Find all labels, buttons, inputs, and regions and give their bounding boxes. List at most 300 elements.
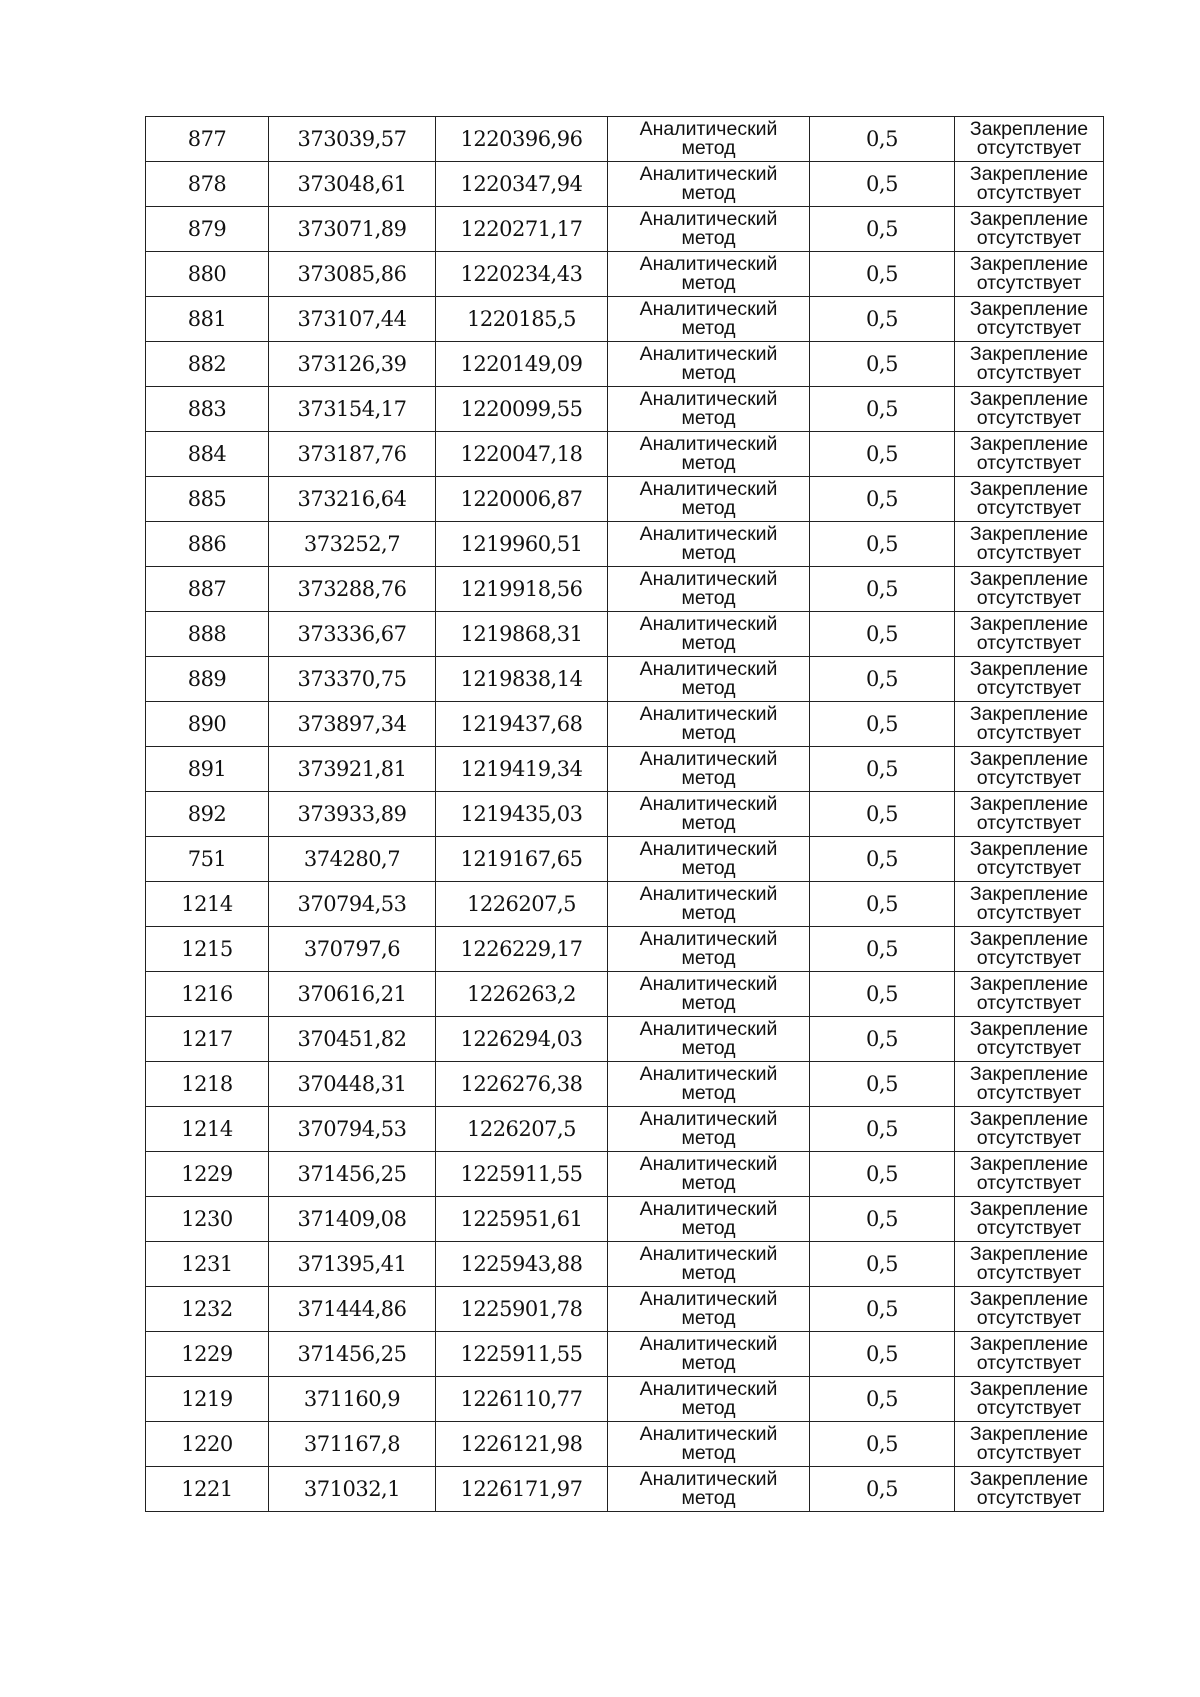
y-coordinate-cell: 1220099,55 xyxy=(436,387,608,432)
x-coordinate-cell: 371456,25 xyxy=(269,1332,436,1377)
fixing-text-line: Закрепление xyxy=(969,253,1089,275)
fixing-text-line: Закрепление xyxy=(969,658,1089,680)
fixing-text-line: Закрепление xyxy=(969,343,1089,365)
method-text-line: метод xyxy=(681,542,736,564)
x-coordinate-cell: 373048,61 xyxy=(269,162,436,207)
fixing-text-line: отсутствует xyxy=(976,1127,1082,1149)
fixing-text-line: отсутствует xyxy=(976,767,1082,789)
x-coordinate-cell: 371409,08 xyxy=(269,1197,436,1242)
point-number-cell: 883 xyxy=(146,387,269,432)
x-coordinate-cell: 373154,17 xyxy=(269,387,436,432)
accuracy-cell: 0,5 xyxy=(810,837,955,882)
method-cell xyxy=(608,792,810,837)
fixing-cell xyxy=(955,207,1104,252)
table-row xyxy=(146,972,1104,1017)
method-text-line: Аналитический xyxy=(639,883,778,905)
fixing-cell xyxy=(955,1197,1104,1242)
point-number-cell: 1215 xyxy=(146,927,269,972)
y-coordinate-cell: 1220234,43 xyxy=(436,252,608,297)
table-row xyxy=(146,1017,1104,1062)
accuracy-cell: 0,5 xyxy=(810,207,955,252)
fixing-text-line: Закрепление xyxy=(969,388,1089,410)
method-text-line: Аналитический xyxy=(639,298,778,320)
method-text-line: Аналитический xyxy=(639,748,778,770)
table-row xyxy=(146,162,1104,207)
fixing-cell xyxy=(955,702,1104,747)
x-coordinate-cell: 370797,6 xyxy=(269,927,436,972)
point-number-cell: 751 xyxy=(146,837,269,882)
fixing-cell xyxy=(955,792,1104,837)
method-text-line: метод xyxy=(681,317,736,339)
point-number-cell: 1218 xyxy=(146,1062,269,1107)
point-number-cell: 880 xyxy=(146,252,269,297)
fixing-text-line: Закрепление xyxy=(969,928,1089,950)
fixing-cell xyxy=(955,1062,1104,1107)
y-coordinate-cell: 1219437,68 xyxy=(436,702,608,747)
method-text-line: Аналитический xyxy=(639,388,778,410)
fixing-text-line: отсутствует xyxy=(976,1217,1082,1239)
x-coordinate-cell: 370616,21 xyxy=(269,972,436,1017)
accuracy-cell: 0,5 xyxy=(810,1152,955,1197)
accuracy-cell: 0,5 xyxy=(810,1242,955,1287)
fixing-cell xyxy=(955,1287,1104,1332)
fixing-text-line: Закрепление xyxy=(969,208,1089,230)
x-coordinate-cell: 373187,76 xyxy=(269,432,436,477)
method-cell xyxy=(608,1197,810,1242)
point-number-cell: 1214 xyxy=(146,1107,269,1152)
table-row xyxy=(146,882,1104,927)
y-coordinate-cell: 1225911,55 xyxy=(436,1152,608,1197)
method-text-line: метод xyxy=(681,1487,736,1509)
point-number-cell: 1217 xyxy=(146,1017,269,1062)
table-row xyxy=(146,927,1104,972)
method-text-line: метод xyxy=(681,677,736,699)
accuracy-cell: 0,5 xyxy=(810,1377,955,1422)
fixing-text-line: отсутствует xyxy=(976,1307,1082,1329)
fixing-cell xyxy=(955,297,1104,342)
accuracy-cell: 0,5 xyxy=(810,882,955,927)
point-number-cell: 878 xyxy=(146,162,269,207)
table-row xyxy=(146,1062,1104,1107)
method-cell xyxy=(608,162,810,207)
method-text-line: метод xyxy=(681,227,736,249)
method-cell xyxy=(608,387,810,432)
point-number-cell: 1231 xyxy=(146,1242,269,1287)
y-coordinate-cell: 1219419,34 xyxy=(436,747,608,792)
accuracy-cell: 0,5 xyxy=(810,927,955,972)
table-row xyxy=(146,297,1104,342)
method-cell xyxy=(608,342,810,387)
x-coordinate-cell: 370794,53 xyxy=(269,882,436,927)
y-coordinate-cell: 1225951,61 xyxy=(436,1197,608,1242)
x-coordinate-cell: 371032,1 xyxy=(269,1467,436,1512)
x-coordinate-cell: 373107,44 xyxy=(269,297,436,342)
fixing-text-line: отсутствует xyxy=(976,1352,1082,1374)
fixing-cell xyxy=(955,432,1104,477)
method-text-line: метод xyxy=(681,1127,736,1149)
method-text-line: Аналитический xyxy=(639,1288,778,1310)
fixing-text-line: отсутствует xyxy=(976,137,1082,159)
method-cell xyxy=(608,1377,810,1422)
y-coordinate-cell: 1219167,65 xyxy=(436,837,608,882)
fixing-cell xyxy=(955,342,1104,387)
method-cell xyxy=(608,1242,810,1287)
table-row xyxy=(146,477,1104,522)
fixing-cell xyxy=(955,522,1104,567)
method-text-line: Аналитический xyxy=(639,1243,778,1265)
fixing-cell xyxy=(955,1332,1104,1377)
fixing-text-line: отсутствует xyxy=(976,317,1082,339)
method-text-line: Аналитический xyxy=(639,1468,778,1490)
table-row xyxy=(146,792,1104,837)
fixing-text-line: отсутствует xyxy=(976,1262,1082,1284)
method-text-line: метод xyxy=(681,1442,736,1464)
fixing-text-line: Закрепление xyxy=(969,1468,1089,1490)
method-cell xyxy=(608,522,810,567)
fixing-text-line: Закрепление xyxy=(969,1198,1089,1220)
method-cell xyxy=(608,972,810,1017)
fixing-text-line: отсутствует xyxy=(976,272,1082,294)
fixing-text-line: отсутствует xyxy=(976,1397,1082,1419)
fixing-text-line: отсутствует xyxy=(976,947,1082,969)
method-text-line: метод xyxy=(681,767,736,789)
method-text-line: Аналитический xyxy=(639,658,778,680)
fixing-text-line: Закрепление xyxy=(969,1423,1089,1445)
table-row xyxy=(146,252,1104,297)
y-coordinate-cell: 1226207,5 xyxy=(436,882,608,927)
accuracy-cell: 0,5 xyxy=(810,387,955,432)
accuracy-cell: 0,5 xyxy=(810,1287,955,1332)
y-coordinate-cell: 1220047,18 xyxy=(436,432,608,477)
method-text-line: Аналитический xyxy=(639,928,778,950)
method-cell xyxy=(608,207,810,252)
method-text-line: Аналитический xyxy=(639,613,778,635)
method-text-line: метод xyxy=(681,587,736,609)
point-number-cell: 885 xyxy=(146,477,269,522)
method-text-line: Аналитический xyxy=(639,568,778,590)
method-text-line: Аналитический xyxy=(639,433,778,455)
point-number-cell: 884 xyxy=(146,432,269,477)
fixing-text-line: отсутствует xyxy=(976,812,1082,834)
point-number-cell: 881 xyxy=(146,297,269,342)
table-row xyxy=(146,1197,1104,1242)
table-row xyxy=(146,432,1104,477)
accuracy-cell: 0,5 xyxy=(810,1197,955,1242)
fixing-cell xyxy=(955,927,1104,972)
table-row xyxy=(146,567,1104,612)
fixing-text-line: Закрепление xyxy=(969,118,1089,140)
table-row xyxy=(146,1107,1104,1152)
x-coordinate-cell: 373126,39 xyxy=(269,342,436,387)
method-text-line: Аналитический xyxy=(639,793,778,815)
x-coordinate-cell: 371444,86 xyxy=(269,1287,436,1332)
method-cell xyxy=(608,882,810,927)
table-row xyxy=(146,747,1104,792)
y-coordinate-cell: 1220347,94 xyxy=(436,162,608,207)
method-cell xyxy=(608,117,810,162)
point-number-cell: 882 xyxy=(146,342,269,387)
fixing-text-line: Закрепление xyxy=(969,568,1089,590)
accuracy-cell: 0,5 xyxy=(810,162,955,207)
fixing-text-line: отсутствует xyxy=(976,902,1082,924)
y-coordinate-cell: 1226110,77 xyxy=(436,1377,608,1422)
method-text-line: метод xyxy=(681,632,736,654)
x-coordinate-cell: 373039,57 xyxy=(269,117,436,162)
method-cell xyxy=(608,567,810,612)
method-cell xyxy=(608,1467,810,1512)
x-coordinate-cell: 374280,7 xyxy=(269,837,436,882)
method-text-line: Аналитический xyxy=(639,163,778,185)
accuracy-cell: 0,5 xyxy=(810,747,955,792)
method-text-line: метод xyxy=(681,1217,736,1239)
fixing-text-line: отсутствует xyxy=(976,182,1082,204)
fixing-text-line: отсутствует xyxy=(976,542,1082,564)
accuracy-cell: 0,5 xyxy=(810,792,955,837)
method-text-line: Аналитический xyxy=(639,253,778,275)
method-text-line: метод xyxy=(681,1037,736,1059)
x-coordinate-cell: 373085,86 xyxy=(269,252,436,297)
fixing-text-line: отсутствует xyxy=(976,992,1082,1014)
fixing-text-line: Закрепление xyxy=(969,1243,1089,1265)
fixing-text-line: отсутствует xyxy=(976,1487,1082,1509)
method-text-line: Аналитический xyxy=(639,703,778,725)
accuracy-cell: 0,5 xyxy=(810,612,955,657)
y-coordinate-cell: 1226121,98 xyxy=(436,1422,608,1467)
accuracy-cell: 0,5 xyxy=(810,1422,955,1467)
fixing-cell xyxy=(955,1242,1104,1287)
accuracy-cell: 0,5 xyxy=(810,117,955,162)
x-coordinate-cell: 373071,89 xyxy=(269,207,436,252)
fixing-text-line: Закрепление xyxy=(969,703,1089,725)
point-number-cell: 892 xyxy=(146,792,269,837)
fixing-text-line: отсутствует xyxy=(976,227,1082,249)
x-coordinate-cell: 370448,31 xyxy=(269,1062,436,1107)
y-coordinate-cell: 1219838,14 xyxy=(436,657,608,702)
method-text-line: метод xyxy=(681,137,736,159)
method-cell xyxy=(608,297,810,342)
y-coordinate-cell: 1219960,51 xyxy=(436,522,608,567)
fixing-cell xyxy=(955,882,1104,927)
point-number-cell: 890 xyxy=(146,702,269,747)
table-row xyxy=(146,1377,1104,1422)
table-row xyxy=(146,522,1104,567)
point-number-cell: 1220 xyxy=(146,1422,269,1467)
accuracy-cell: 0,5 xyxy=(810,657,955,702)
point-number-cell: 1214 xyxy=(146,882,269,927)
point-number-cell: 877 xyxy=(146,117,269,162)
method-cell xyxy=(608,612,810,657)
fixing-text-line: отсутствует xyxy=(976,407,1082,429)
accuracy-cell: 0,5 xyxy=(810,477,955,522)
table-row xyxy=(146,207,1104,252)
fixing-cell xyxy=(955,477,1104,522)
accuracy-cell: 0,5 xyxy=(810,1332,955,1377)
fixing-text-line: Закрепление xyxy=(969,433,1089,455)
method-cell xyxy=(608,657,810,702)
point-number-cell: 888 xyxy=(146,612,269,657)
fixing-text-line: отсутствует xyxy=(976,857,1082,879)
table-row xyxy=(146,657,1104,702)
fixing-text-line: отсутствует xyxy=(976,677,1082,699)
method-text-line: Аналитический xyxy=(639,343,778,365)
fixing-text-line: Закрепление xyxy=(969,523,1089,545)
method-text-line: Аналитический xyxy=(639,1423,778,1445)
fixing-cell xyxy=(955,1107,1104,1152)
fixing-text-line: отсутствует xyxy=(976,452,1082,474)
method-cell xyxy=(608,837,810,882)
x-coordinate-cell: 370794,53 xyxy=(269,1107,436,1152)
method-text-line: метод xyxy=(681,362,736,384)
fixing-cell xyxy=(955,387,1104,432)
accuracy-cell: 0,5 xyxy=(810,1062,955,1107)
fixing-cell xyxy=(955,1017,1104,1062)
table-row xyxy=(146,1332,1104,1377)
fixing-text-line: Закрепление xyxy=(969,1333,1089,1355)
fixing-text-line: отсутствует xyxy=(976,722,1082,744)
fixing-cell xyxy=(955,117,1104,162)
fixing-cell xyxy=(955,162,1104,207)
fixing-text-line: Закрепление xyxy=(969,793,1089,815)
method-cell xyxy=(608,1017,810,1062)
x-coordinate-cell: 373216,64 xyxy=(269,477,436,522)
table-row xyxy=(146,702,1104,747)
y-coordinate-cell: 1219868,31 xyxy=(436,612,608,657)
table-row xyxy=(146,1422,1104,1467)
y-coordinate-cell: 1220006,87 xyxy=(436,477,608,522)
coordinates-table xyxy=(145,116,1104,1512)
y-coordinate-cell: 1220149,09 xyxy=(436,342,608,387)
point-number-cell: 889 xyxy=(146,657,269,702)
y-coordinate-cell: 1225911,55 xyxy=(436,1332,608,1377)
accuracy-cell: 0,5 xyxy=(810,297,955,342)
method-text-line: метод xyxy=(681,1172,736,1194)
y-coordinate-cell: 1226207,5 xyxy=(436,1107,608,1152)
fixing-text-line: Закрепление xyxy=(969,1378,1089,1400)
method-text-line: Аналитический xyxy=(639,118,778,140)
table-row xyxy=(146,837,1104,882)
fixing-text-line: отсутствует xyxy=(976,632,1082,654)
method-text-line: Аналитический xyxy=(639,523,778,545)
method-cell xyxy=(608,702,810,747)
fixing-cell xyxy=(955,837,1104,882)
point-number-cell: 1229 xyxy=(146,1152,269,1197)
accuracy-cell: 0,5 xyxy=(810,252,955,297)
method-text-line: метод xyxy=(681,1397,736,1419)
y-coordinate-cell: 1226229,17 xyxy=(436,927,608,972)
method-cell xyxy=(608,1107,810,1152)
x-coordinate-cell: 370451,82 xyxy=(269,1017,436,1062)
method-text-line: метод xyxy=(681,1352,736,1374)
method-text-line: метод xyxy=(681,1262,736,1284)
fixing-text-line: Закрепление xyxy=(969,1288,1089,1310)
table-row xyxy=(146,387,1104,432)
y-coordinate-cell: 1220396,96 xyxy=(436,117,608,162)
point-number-cell: 1232 xyxy=(146,1287,269,1332)
method-text-line: Аналитический xyxy=(639,1198,778,1220)
fixing-text-line: Закрепление xyxy=(969,838,1089,860)
table-row xyxy=(146,117,1104,162)
x-coordinate-cell: 373921,81 xyxy=(269,747,436,792)
fixing-text-line: отсутствует xyxy=(976,1082,1082,1104)
method-text-line: метод xyxy=(681,902,736,924)
coordinates-table-body xyxy=(146,117,1104,1512)
fixing-text-line: Закрепление xyxy=(969,973,1089,995)
fixing-text-line: Закрепление xyxy=(969,1018,1089,1040)
fixing-text-line: Закрепление xyxy=(969,1063,1089,1085)
point-number-cell: 886 xyxy=(146,522,269,567)
method-text-line: Аналитический xyxy=(639,1153,778,1175)
accuracy-cell: 0,5 xyxy=(810,1017,955,1062)
fixing-cell xyxy=(955,657,1104,702)
fixing-text-line: Закрепление xyxy=(969,748,1089,770)
method-text-line: Аналитический xyxy=(639,1378,778,1400)
point-number-cell: 1219 xyxy=(146,1377,269,1422)
point-number-cell: 879 xyxy=(146,207,269,252)
x-coordinate-cell: 373897,34 xyxy=(269,702,436,747)
fixing-text-line: Закрепление xyxy=(969,613,1089,635)
fixing-text-line: Закрепление xyxy=(969,163,1089,185)
fixing-text-line: отсутствует xyxy=(976,587,1082,609)
fixing-cell xyxy=(955,612,1104,657)
method-text-line: метод xyxy=(681,272,736,294)
y-coordinate-cell: 1219435,03 xyxy=(436,792,608,837)
fixing-text-line: отсутствует xyxy=(976,362,1082,384)
accuracy-cell: 0,5 xyxy=(810,342,955,387)
method-text-line: метод xyxy=(681,812,736,834)
accuracy-cell: 0,5 xyxy=(810,972,955,1017)
fixing-cell xyxy=(955,747,1104,792)
y-coordinate-cell: 1220185,5 xyxy=(436,297,608,342)
method-text-line: метод xyxy=(681,1082,736,1104)
method-text-line: Аналитический xyxy=(639,1018,778,1040)
accuracy-cell: 0,5 xyxy=(810,1107,955,1152)
method-cell xyxy=(608,1332,810,1377)
method-cell xyxy=(608,1152,810,1197)
fixing-text-line: отсутствует xyxy=(976,1037,1082,1059)
point-number-cell: 1216 xyxy=(146,972,269,1017)
table-row xyxy=(146,1242,1104,1287)
point-number-cell: 1230 xyxy=(146,1197,269,1242)
y-coordinate-cell: 1226294,03 xyxy=(436,1017,608,1062)
point-number-cell: 887 xyxy=(146,567,269,612)
method-cell xyxy=(608,1422,810,1467)
method-text-line: метод xyxy=(681,407,736,429)
fixing-text-line: Закрепление xyxy=(969,298,1089,320)
method-text-line: Аналитический xyxy=(639,1333,778,1355)
method-text-line: метод xyxy=(681,1307,736,1329)
x-coordinate-cell: 371395,41 xyxy=(269,1242,436,1287)
method-text-line: метод xyxy=(681,947,736,969)
fixing-text-line: отсутствует xyxy=(976,1442,1082,1464)
method-cell xyxy=(608,747,810,792)
method-cell xyxy=(608,1062,810,1107)
fixing-cell xyxy=(955,1467,1104,1512)
fixing-text-line: Закрепление xyxy=(969,1108,1089,1130)
method-text-line: Аналитический xyxy=(639,973,778,995)
accuracy-cell: 0,5 xyxy=(810,567,955,612)
y-coordinate-cell: 1219918,56 xyxy=(436,567,608,612)
method-text-line: Аналитический xyxy=(639,1108,778,1130)
fixing-cell xyxy=(955,1152,1104,1197)
x-coordinate-cell: 373252,7 xyxy=(269,522,436,567)
table-row xyxy=(146,612,1104,657)
fixing-cell xyxy=(955,1422,1104,1467)
x-coordinate-cell: 373288,76 xyxy=(269,567,436,612)
fixing-text-line: Закрепление xyxy=(969,478,1089,500)
x-coordinate-cell: 371456,25 xyxy=(269,1152,436,1197)
method-cell xyxy=(608,927,810,972)
accuracy-cell: 0,5 xyxy=(810,522,955,567)
